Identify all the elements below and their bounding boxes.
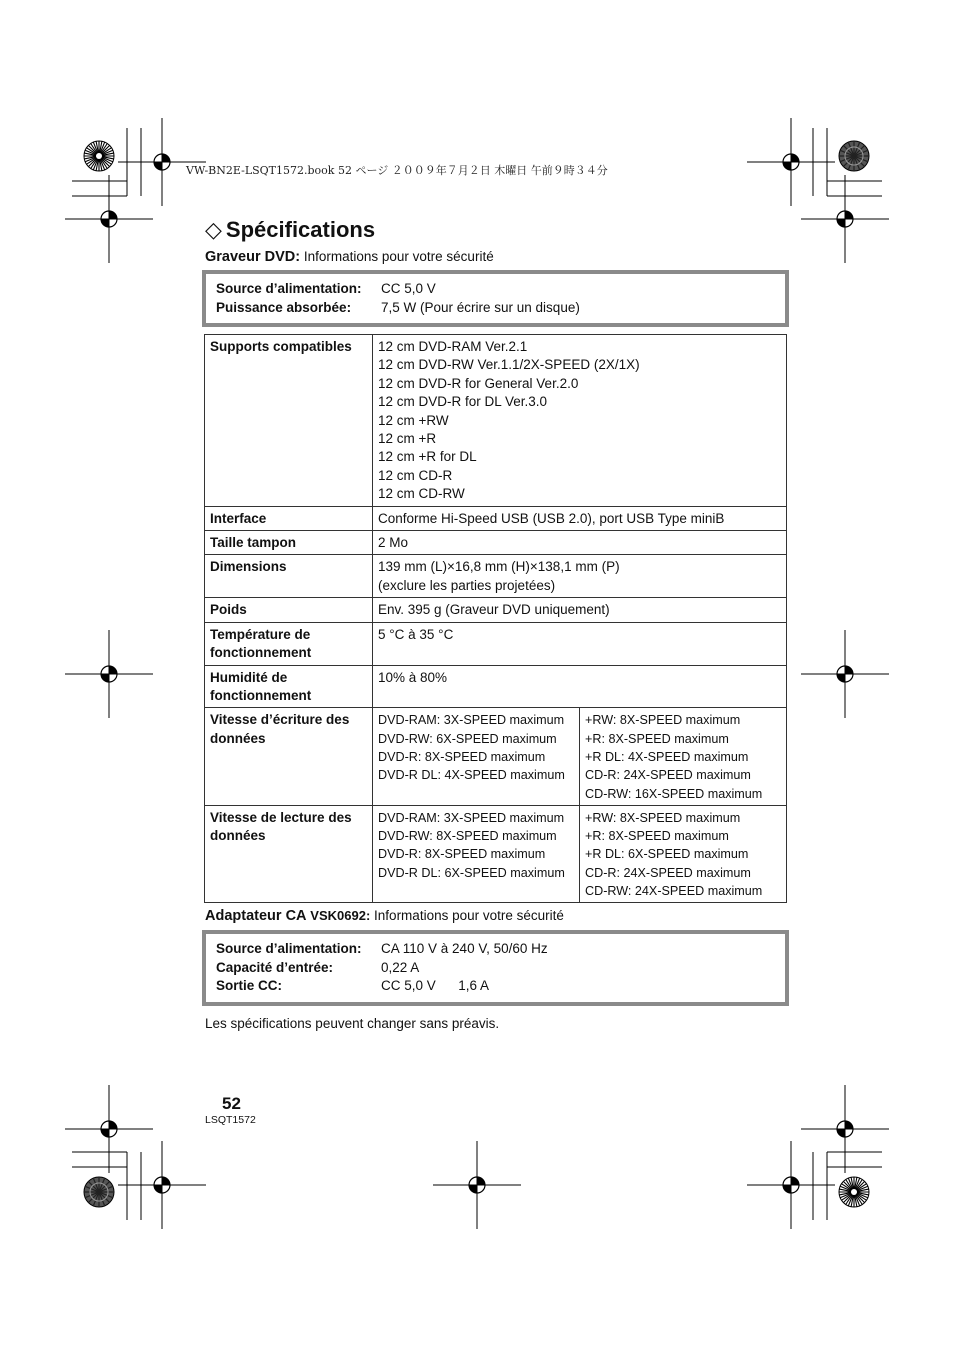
- dvd-power-box: [202, 270, 789, 327]
- list-item: 12 cm DVD-R for DL Ver.3.0: [378, 394, 548, 410]
- table-row: [205, 805, 787, 902]
- print-header-line: VW-BN2E-LSQT1572.book 52 ページ ２００９年７月２日 木曜日 午前９時３４分: [186, 164, 608, 177]
- list-item: CD-R: 24X-SPEED maximum: [585, 768, 751, 783]
- footnote: Les spécifications peuvent changer sans préavis.: [205, 1016, 500, 1031]
- ac-adaptor-heading-label: Adaptateur CA: [205, 908, 307, 924]
- power-label: Source d’alimentation:: [216, 941, 362, 956]
- row-label: Poids: [205, 598, 373, 622]
- list-item: DVD-R: 8X-SPEED maximum: [378, 847, 546, 862]
- label-line: Vitesse de lecture des: [210, 809, 352, 825]
- adapter-power-row: [216, 977, 775, 996]
- row-label: Supports compatibles: [205, 335, 373, 507]
- list-item: DVD-R DL: 4X-SPEED maximum: [378, 768, 565, 783]
- list-item: +R DL: 6X-SPEED maximum: [585, 847, 749, 862]
- adapter-power-row: [216, 959, 775, 978]
- page-title: [205, 217, 375, 243]
- row-value: 5 °C à 35 °C: [373, 622, 787, 665]
- list-item: DVD-RAM: 3X-SPEED maximum: [378, 713, 565, 728]
- row-label: Dimensions: [205, 555, 373, 598]
- ac-adaptor-model-code: VSK0692: [310, 908, 366, 923]
- list-item: +R: 8X-SPEED maximum: [585, 731, 729, 746]
- list-item: DVD-R: 8X-SPEED maximum: [378, 749, 546, 764]
- read-speed-dvd: [373, 805, 580, 902]
- power-label: Capacité d’entrée:: [216, 959, 334, 975]
- dimensions-line: 139 mm (L)×16,8 mm (H)×138,1 mm (P): [378, 559, 620, 575]
- adapter-power-box: [202, 930, 789, 1006]
- label-line: fonctionnement: [210, 645, 312, 661]
- diamond-icon: ◇: [205, 217, 222, 242]
- list-item: DVD-RW: 6X-SPEED maximum: [378, 731, 557, 746]
- power-value: 7,5 W (Pour écrire sur un disque): [381, 299, 580, 315]
- label-line: données: [210, 730, 266, 746]
- label-line: fonctionnement: [210, 687, 312, 703]
- power-value: 0,22 A: [381, 959, 420, 975]
- dimensions-note: (exclure les parties projetées): [378, 577, 556, 593]
- row-label: Taille tampon: [205, 531, 373, 555]
- list-item: CD-R: 24X-SPEED maximum: [585, 865, 751, 880]
- list-item: CD-RW: 16X-SPEED maximum: [585, 786, 763, 801]
- list-item: 12 cm CD-R: [378, 467, 453, 483]
- spec-table: [204, 334, 787, 903]
- row-label: [205, 708, 373, 805]
- label-line: Humidité de: [210, 669, 288, 685]
- table-row: [205, 598, 787, 622]
- list-item: 12 cm DVD-RW Ver.1.1/2X-SPEED (2X/1X): [378, 357, 640, 373]
- list-item: +R: 8X-SPEED maximum: [585, 829, 729, 844]
- power-value: CC 5,0 V: [381, 281, 436, 296]
- label-line: Vitesse d’écriture des: [210, 712, 350, 728]
- dvd-writer-heading: [205, 249, 494, 265]
- power-label: Puissance absorbée:: [216, 299, 352, 315]
- document-code: LSQT1572: [205, 1114, 256, 1126]
- dvd-power-row: [216, 280, 775, 299]
- row-value: [373, 555, 787, 598]
- row-value: Env. 395 g (Graveur DVD uniquement): [373, 598, 787, 622]
- row-value: 2 Mo: [373, 531, 787, 555]
- list-item: 12 cm +RW: [378, 412, 449, 428]
- row-label: [205, 805, 373, 902]
- list-item: 12 cm DVD-R for General Ver.2.0: [378, 375, 579, 391]
- page-number: 52: [222, 1094, 241, 1113]
- list-item: DVD-RW: 8X-SPEED maximum: [378, 829, 557, 844]
- page-title-text: Spécifications: [225, 217, 376, 242]
- row-label: [205, 622, 373, 665]
- dvd-power-row: [216, 299, 775, 318]
- list-item: 12 cm +R: [378, 431, 437, 447]
- table-row: [205, 506, 787, 530]
- list-item: DVD-R DL: 6X-SPEED maximum: [378, 865, 565, 880]
- ac-adaptor-heading-note: Informations pour votre sécurité: [374, 908, 564, 923]
- heading-colon: :: [365, 908, 371, 923]
- list-item: +RW: 8X-SPEED maximum: [585, 713, 741, 728]
- row-value: 10% à 80%: [373, 665, 787, 708]
- power-value: CC 5,0 V 1,6 A: [381, 978, 490, 993]
- write-speed-dvd: [373, 708, 580, 805]
- dvd-writer-heading-label: Graveur DVD:: [205, 249, 301, 265]
- table-row: [205, 708, 787, 805]
- write-speed-plus-cd: [580, 708, 787, 805]
- table-row: [205, 665, 787, 708]
- dvd-writer-heading-note: Informations pour votre sécurité: [303, 249, 494, 264]
- table-row: [205, 335, 787, 507]
- row-label: Interface: [205, 506, 373, 530]
- label-line: données: [210, 828, 266, 844]
- supported-media-list: [373, 335, 787, 507]
- table-row: [205, 531, 787, 555]
- row-value: Conforme Hi-Speed USB (USB 2.0), port USB Type miniB: [373, 506, 787, 530]
- list-item: 12 cm DVD-RAM Ver.2.1: [378, 339, 528, 354]
- list-item: 12 cm CD-RW: [378, 486, 465, 502]
- power-label: Sortie CC:: [216, 978, 283, 993]
- ac-adaptor-heading: [205, 908, 564, 924]
- list-item: +RW: 8X-SPEED maximum: [585, 810, 741, 825]
- table-row: [205, 555, 787, 598]
- list-item: +R DL: 4X-SPEED maximum: [585, 749, 749, 764]
- label-line: Température de: [210, 626, 311, 642]
- table-row: [205, 622, 787, 665]
- list-item: CD-RW: 24X-SPEED maximum: [585, 883, 763, 898]
- list-item: DVD-RAM: 3X-SPEED maximum: [378, 810, 565, 825]
- read-speed-plus-cd: [580, 805, 787, 902]
- power-label: Source d’alimentation:: [216, 281, 362, 296]
- list-item: 12 cm +R for DL: [378, 449, 477, 465]
- row-label: [205, 665, 373, 708]
- adapter-power-row: [216, 940, 775, 959]
- power-value: CA 110 V à 240 V, 50/60 Hz: [381, 941, 548, 956]
